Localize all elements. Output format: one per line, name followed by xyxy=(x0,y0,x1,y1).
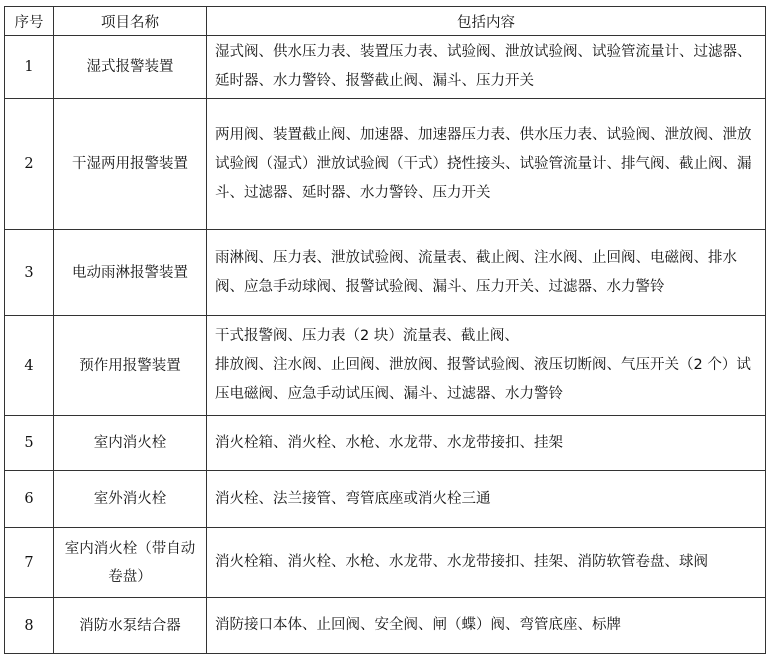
table-row xyxy=(5,471,766,528)
row-item-name: 预作用报警装置 xyxy=(54,316,207,416)
row-index: 3 xyxy=(5,230,54,316)
row-item-name: 室内消火栓 xyxy=(54,416,207,471)
row-contents: 两用阀、装置截止阀、加速器、加速器压力表、供水压力表、试验阀、泄放阀、泄放试验阀（湿式）泄放试验阀（干式）挠性接头、试验管流量计、排气阀、截止阀、漏斗、过滤器、延时器、水力警铃、压力开关 xyxy=(207,99,766,230)
row-contents: 消火栓、法兰接管、弯管底座或消火栓三通 xyxy=(207,471,766,528)
table-row xyxy=(5,99,766,230)
row-item-name: 室内消火栓（带自动卷盘） xyxy=(54,528,207,598)
row-contents: 消火栓箱、消火栓、水枪、水龙带、水龙带接扣、挂架、消防软管卷盘、球阀 xyxy=(207,528,766,598)
row-item-name: 干湿两用报警装置 xyxy=(54,99,207,230)
row-index: 2 xyxy=(5,99,54,230)
row-index: 6 xyxy=(5,471,54,528)
row-item-name: 室外消火栓 xyxy=(54,471,207,528)
row-contents: 干式报警阀、压力表（2 块）流量表、截止阀、 排放阀、注水阀、止回阀、泄放阀、报警试验阀、液压切断阀、气压开关（2 个）试压电磁阀、应急手动试压阀、漏斗、过滤器、水力警铃 xyxy=(207,316,766,416)
row-item-name: 湿式报警装置 xyxy=(54,36,207,99)
equipment-table xyxy=(4,6,766,654)
header-contents: 包括内容 xyxy=(207,7,766,36)
row-item-name: 消防水泵结合器 xyxy=(54,598,207,654)
table-row xyxy=(5,416,766,471)
table-row xyxy=(5,316,766,416)
row-item-name: 电动雨淋报警装置 xyxy=(54,230,207,316)
table-row xyxy=(5,36,766,99)
row-index: 7 xyxy=(5,528,54,598)
row-contents: 消防接口本体、止回阀、安全阀、闸（蝶）阀、弯管底座、标牌 xyxy=(207,598,766,654)
header-row xyxy=(5,7,766,36)
header-item-name: 项目名称 xyxy=(54,7,207,36)
header-index: 序号 xyxy=(5,7,54,36)
row-contents: 雨淋阀、压力表、泄放试验阀、流量表、截止阀、注水阀、止回阀、电磁阀、排水阀、应急手动球阀、报警试验阀、漏斗、压力开关、过滤器、水力警铃 xyxy=(207,230,766,316)
table-row xyxy=(5,528,766,598)
row-index: 8 xyxy=(5,598,54,654)
table-row xyxy=(5,598,766,654)
row-index: 5 xyxy=(5,416,54,471)
table-row xyxy=(5,230,766,316)
row-contents: 湿式阀、供水压力表、装置压力表、试验阀、泄放试验阀、试验管流量计、过滤器、延时器、水力警铃、报警截止阀、漏斗、压力开关 xyxy=(207,36,766,99)
row-contents: 消火栓箱、消火栓、水枪、水龙带、水龙带接扣、挂架 xyxy=(207,416,766,471)
row-index: 4 xyxy=(5,316,54,416)
row-index: 1 xyxy=(5,36,54,99)
